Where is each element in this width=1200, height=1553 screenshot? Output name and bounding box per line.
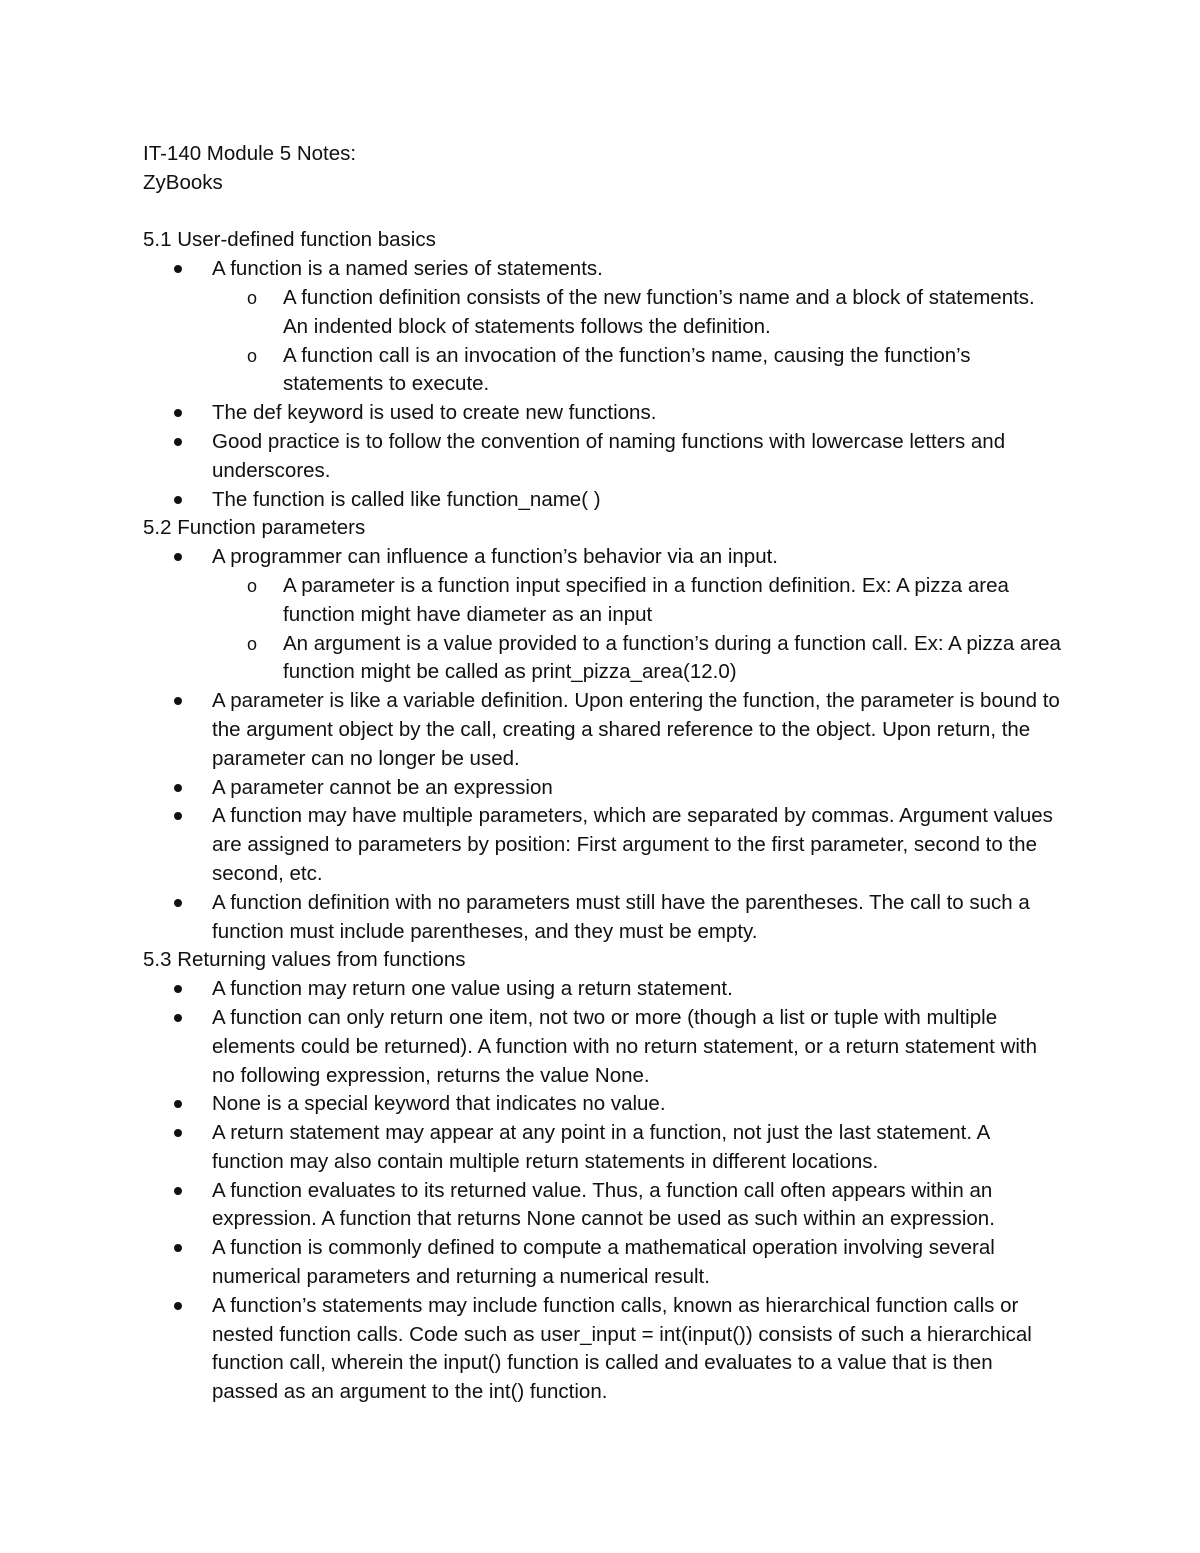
section-heading: 5.2 Function parameters: [143, 516, 366, 540]
sub-list-item: [212, 572, 1063, 630]
sub-list-item-text: A parameter is a function input specified in a function definition. Ex: A pizza area function might have diameter as an input: [283, 573, 1009, 626]
sub-bullet-list: [212, 572, 1063, 687]
list-item: [143, 1177, 1063, 1235]
bullet-icon: [174, 409, 182, 417]
list-item-text: A function evaluates to its returned value. Thus, a function call often appears within an expression. A function that returns None cannot be used as such within an expression.: [212, 1178, 995, 1231]
list-item: [143, 802, 1063, 888]
circle-bullet-icon: o: [247, 633, 258, 654]
list-item-text: A return statement may appear at any point in a function, not just the last statement. A function may also contain multiple return statements in different locations.: [212, 1121, 990, 1173]
list-item: [143, 1004, 1063, 1090]
list-item: [143, 889, 1063, 947]
document-page: [143, 140, 1063, 1407]
bullet-icon: [174, 1129, 182, 1137]
bullet-icon: [174, 985, 182, 993]
list-item-text: Good practice is to follow the convention of naming functions with lowercase letters and underscores.: [212, 429, 1006, 482]
list-item: [143, 1119, 1063, 1177]
list-item: [143, 774, 1063, 803]
document-subtitle: ZyBooks: [143, 170, 223, 194]
bullet-icon: [174, 812, 182, 820]
sub-list-item-text: An argument is a value provided to a function’s during a function call. Ex: A pizza area function might be called as print_pizza_area(12.0): [283, 631, 1061, 684]
bullet-list: [143, 255, 1063, 514]
section-heading: 5.1 User-defined function basics: [143, 228, 436, 252]
list-item-text: A function definition with no parameters must still have the parentheses. The call to such a function must include parentheses, and they must be empty.: [212, 890, 1030, 943]
list-item-text: A function can only return one item, not two or more (though a list or tuple with multiple elements could be returned). A function with no return statement, or a return statement with no following expression, returns the value None.: [212, 1005, 1037, 1087]
bullet-icon: [174, 496, 182, 504]
bullet-icon: [174, 1187, 182, 1195]
list-item: [143, 428, 1063, 486]
list-item: [143, 399, 1063, 428]
bullet-icon: [174, 1100, 182, 1108]
bullet-list: [143, 543, 1063, 946]
circle-bullet-icon: o: [247, 345, 258, 366]
bullet-icon: [174, 1302, 182, 1310]
list-item: [143, 486, 1063, 515]
list-item: [143, 687, 1063, 773]
list-item: [143, 1292, 1063, 1407]
list-item: [143, 543, 1063, 687]
list-item: [143, 1090, 1063, 1119]
list-item-text: A function may return one value using a return statement.: [212, 977, 733, 1001]
list-item-text: A programmer can influence a function’s behavior via an input.: [212, 545, 778, 569]
sub-list-item: [212, 342, 1063, 400]
bullet-icon: [174, 265, 182, 273]
list-item-text: The def keyword is used to create new functions.: [212, 401, 657, 425]
sub-list-item: [212, 630, 1063, 688]
sub-list-item: [212, 284, 1063, 342]
bullet-list: [143, 975, 1063, 1407]
list-item-text: A function is a named series of statements.: [212, 257, 603, 281]
bullet-icon: [174, 1244, 182, 1252]
blank-line: [143, 198, 1063, 227]
document-title: IT-140 Module 5 Notes:: [143, 142, 357, 165]
list-item: [143, 255, 1063, 399]
list-item-text: A function’s statements may include function calls, known as hierarchical function calls or nested function calls. Code such as user_input = int(input()) consists of such a hierarchical function call, wherein the input() function is called and evaluates to a value that is then passed as an argument to the int() function.: [212, 1293, 1032, 1404]
notes-body: [143, 226, 1063, 1407]
bullet-icon: [174, 438, 182, 446]
bullet-icon: [174, 899, 182, 907]
list-item-text: None is a special keyword that indicates no value.: [212, 1092, 666, 1116]
bullet-icon: [174, 553, 182, 561]
circle-bullet-icon: o: [247, 575, 258, 596]
bullet-icon: [174, 1014, 182, 1022]
sub-bullet-list: [212, 284, 1063, 399]
list-item-text: A parameter cannot be an expression: [212, 775, 553, 799]
list-item: [143, 1234, 1063, 1292]
list-item-text: A parameter is like a variable definition. Upon entering the function, the parameter is bound to the argument object by the call, creating a shared reference to the object. Upon return, the parameter can no longer be used.: [212, 689, 1060, 770]
list-item: [143, 975, 1063, 1004]
list-item-text: A function is commonly defined to compute a mathematical operation involving several numerical parameters and returning a numerical result.: [212, 1236, 995, 1289]
sub-list-item-text: A function call is an invocation of the function’s name, causing the function’s statements to execute.: [283, 343, 971, 396]
circle-bullet-icon: o: [247, 287, 258, 308]
bullet-icon: [174, 784, 182, 792]
section-heading: 5.3 Returning values from functions: [143, 948, 466, 972]
list-item-text: The function is called like function_name( ): [212, 487, 601, 511]
list-item-text: A function may have multiple parameters, which are separated by commas. Argument values are assigned to parameters by position: First argument to the first parameter, second to the second, etc.: [212, 804, 1053, 885]
sub-list-item-text: A function definition consists of the new function’s name and a block of statements. An indented block of statements follows the definition.: [283, 285, 1035, 338]
bullet-icon: [174, 697, 182, 705]
